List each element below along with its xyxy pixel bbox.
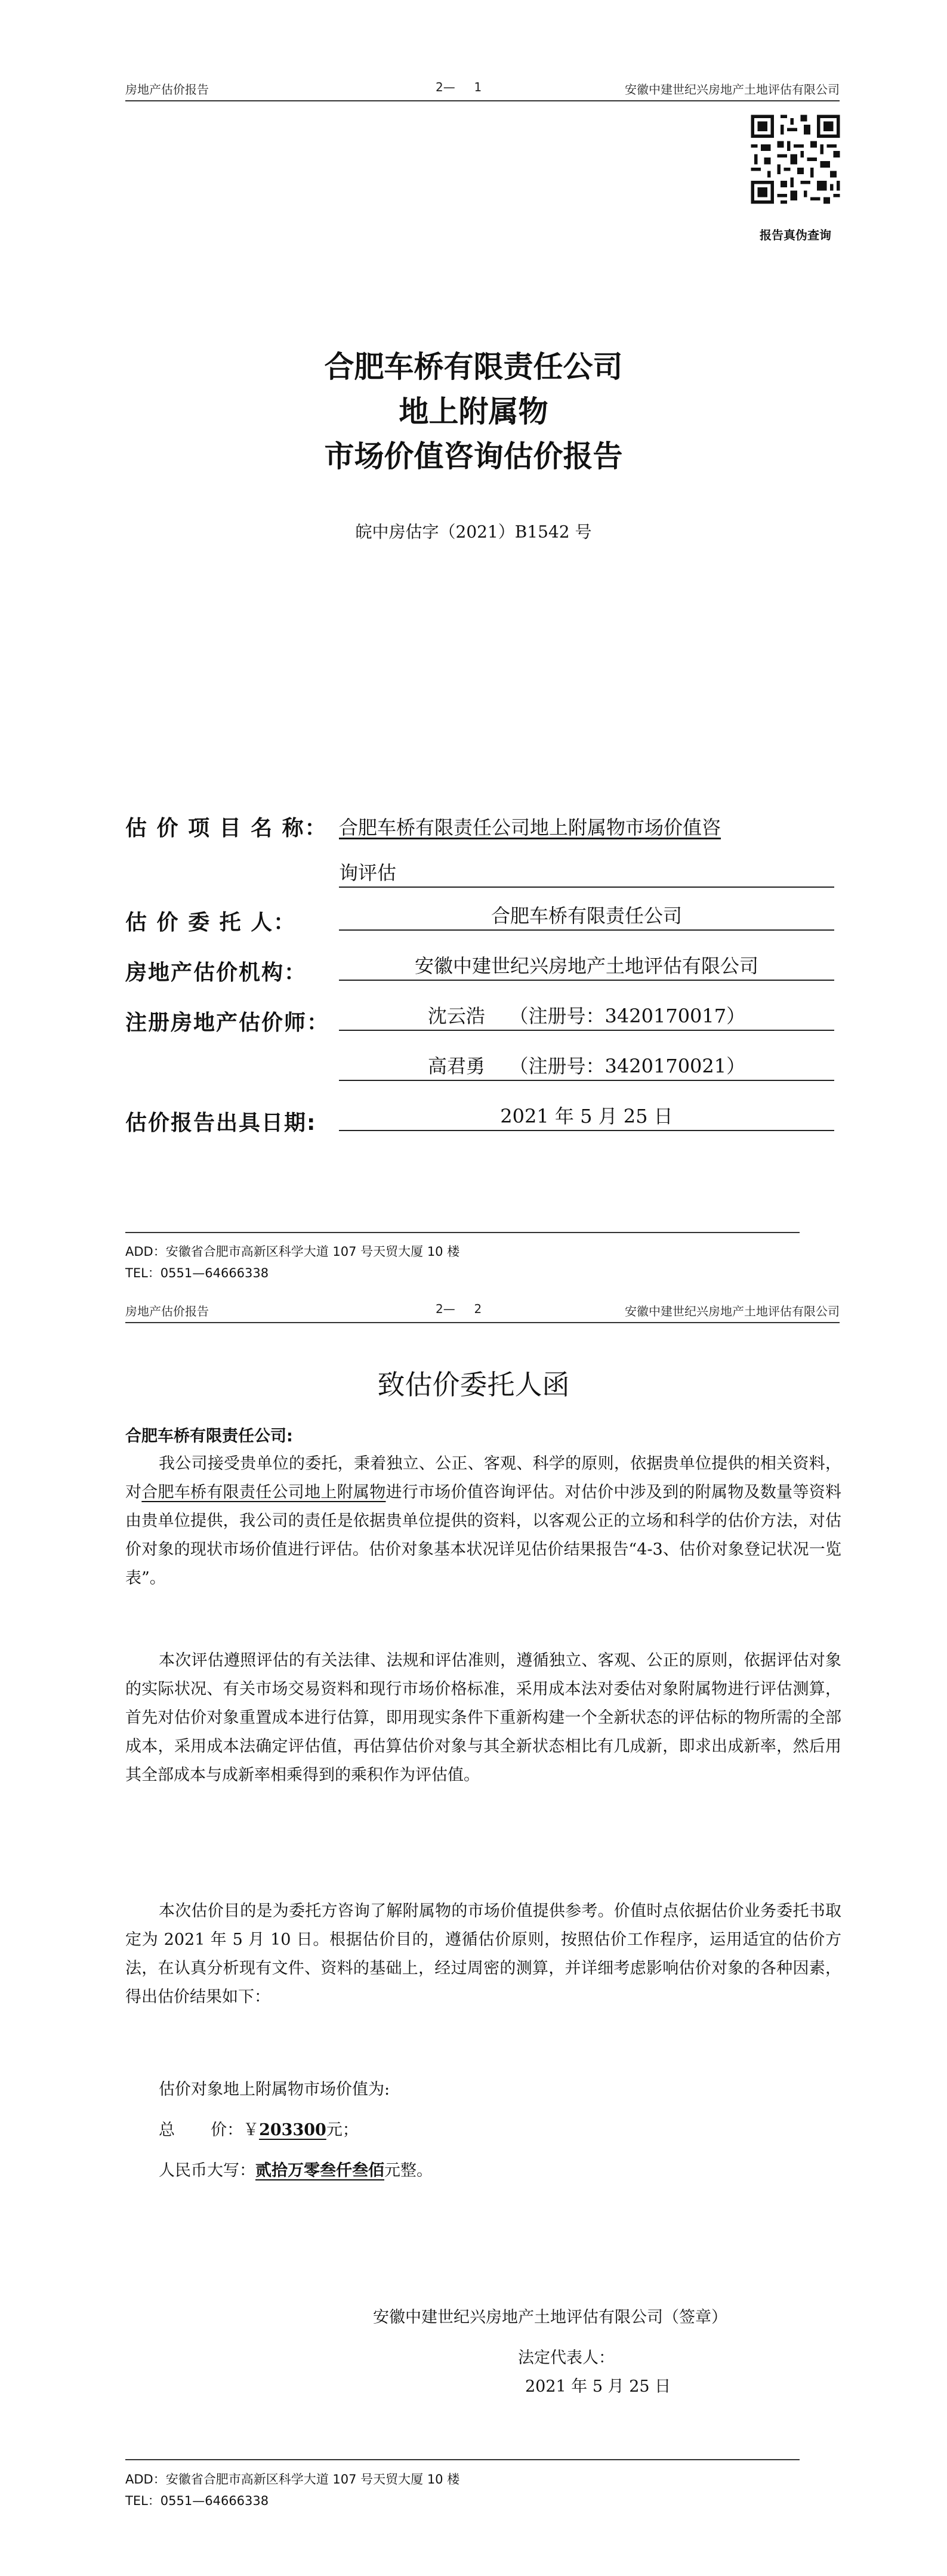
letter-paragraph-1 bbox=[125, 1450, 841, 1593]
header-company: 安徽中建世纪兴房地产土地评估有限公司 bbox=[625, 1304, 840, 1318]
page-header bbox=[125, 80, 840, 98]
total-value-line bbox=[159, 2117, 359, 2140]
footer-tel: TEL：0551—64666338 bbox=[125, 1266, 269, 1280]
para1-text-b: 进行市场价值咨询评估。对估价中涉及到的附属物及数量等资料由贵单位提供，我公司的责任是依据贵单位提供的资料，以客观公正的立场和科学的估价方法，对估价对象的现状市场价值进行评估。估价对象基本状况详见估价结果报告“4-3、估价对象登记状况一览表”。 bbox=[125, 1483, 842, 1587]
total-suffix: 元； bbox=[326, 2121, 359, 2139]
legal-representative: 法定代表人： bbox=[518, 2349, 615, 2367]
header-page-number: 2— 1 bbox=[436, 80, 482, 94]
agency-label: 房地产估价机构： bbox=[125, 960, 307, 985]
report-title-line1: 合肥车桥有限责任公司 bbox=[324, 350, 623, 384]
letter-title: 致估价委托人函 bbox=[377, 1369, 570, 1401]
project-name-value-cont: 询评估 bbox=[339, 859, 834, 888]
agency-value: 安徽中建世纪兴房地产土地评估有限公司 bbox=[339, 952, 834, 981]
report-title-line3: 市场价值咨询估价报告 bbox=[324, 439, 623, 474]
appraiser-label: 注册房地产估价师： bbox=[125, 1011, 330, 1035]
letter-paragraph-2 bbox=[125, 1647, 841, 1790]
para1-text-a: 我公司接受贵单位的委托，秉着独立、公正、客观、科学的原则，依据贵单位提供的相关资料，对 bbox=[125, 1454, 841, 1502]
header-page-number: 2— 2 bbox=[436, 1302, 482, 1316]
report-title-line2: 地上附属物 bbox=[399, 394, 548, 429]
para1-subject: 合肥车桥有限责任公司地上附属物 bbox=[141, 1483, 386, 1502]
rmb-label: 人民币大写： bbox=[159, 2161, 255, 2180]
para3-text: 本次估价目的是为委托方咨询了解附属物的市场价值提供参考。价值时点依据估价业务委托书取定为 2021 年 5 月 10 日。根据估价目的，遵循估价原则，按照估价工作程序，运用适宜的估价方法，在认真分析现有文件、资料的基础上，经过周密的测算，并详细考虑影响估价对象的各种因素，得出估价结果如下： bbox=[125, 1902, 841, 2006]
footer-tel: TEL：0551—64666338 bbox=[125, 2494, 269, 2508]
header-left: 房地产估价报告 bbox=[125, 82, 209, 97]
appraiser-1: 沈云浩 （注册号：3420170017） bbox=[339, 1002, 834, 1031]
letter-paragraph-3 bbox=[125, 1897, 841, 2012]
client-label: 估 价 委 托 人： bbox=[125, 910, 297, 935]
signature-date: 2021 年 5 月 25 日 bbox=[525, 2377, 671, 2396]
document-number: 皖中房估字（2021）B1542 号 bbox=[355, 522, 592, 542]
rmb-value: 贰拾万零叁仟叁佰 bbox=[255, 2161, 384, 2180]
letter-salutation: 合肥车桥有限责任公司: bbox=[125, 1427, 293, 1445]
rmb-suffix: 元整。 bbox=[384, 2161, 433, 2180]
para2-text: 本次评估遵照评估的有关法律、法规和评估准则，遵循独立、客观、公正的原则，依据评估对象的实际状况、有关市场交易资料和现行市场价格标准，采用成本法对委估对象附属物进行评估测算，首先对估价对象重置成本进行估算，即用现实条件下重新构建一个全新状态的评估标的物所需的全部成本，采用成本法确定评估值，再估算估价对象与其全新状态相比有几成新，即求出成新率，然后用其全部成本与成新率相乘得到的乘积作为评估值。 bbox=[125, 1651, 841, 1784]
footer-divider bbox=[125, 1232, 800, 1233]
total-label: 总 价：￥ bbox=[159, 2121, 260, 2139]
project-name-label: 估 价 项 目 名 称： bbox=[125, 816, 328, 841]
header-left: 房地产估价报告 bbox=[125, 1304, 209, 1318]
header-divider bbox=[125, 1322, 840, 1323]
client-value: 合肥车桥有限责任公司 bbox=[339, 902, 834, 931]
header-divider bbox=[125, 100, 840, 101]
qr-code-icon[interactable] bbox=[748, 112, 843, 207]
company-signature: 安徽中建世纪兴房地产土地评估有限公司（签章） bbox=[373, 2308, 727, 2327]
footer-divider bbox=[125, 2459, 800, 2460]
footer-address: ADD：安徽省合肥市高新区科学大道 107 号天贸大厦 10 楼 bbox=[125, 2472, 460, 2487]
result-intro: 估价对象地上附属物市场价值为: bbox=[159, 2080, 390, 2099]
report-date-label: 估价报告出具日期: bbox=[125, 1111, 317, 1135]
appraiser-2: 高君勇 （注册号：3420170021） bbox=[339, 1052, 834, 1081]
rmb-amount-line bbox=[159, 2157, 433, 2180]
header-company: 安徽中建世纪兴房地产土地评估有限公司 bbox=[625, 82, 840, 97]
report-date-value: 2021 年 5 月 25 日 bbox=[339, 1102, 834, 1131]
footer-address: ADD：安徽省合肥市高新区科学大道 107 号天贸大厦 10 楼 bbox=[125, 1244, 460, 1259]
page-header bbox=[125, 1302, 840, 1320]
project-name-value: 合肥车桥有限责任公司地上附属物市场价值咨 bbox=[339, 816, 721, 839]
total-value: 203300 bbox=[259, 2121, 326, 2139]
qr-caption: 报告真伪查询 bbox=[760, 228, 831, 242]
